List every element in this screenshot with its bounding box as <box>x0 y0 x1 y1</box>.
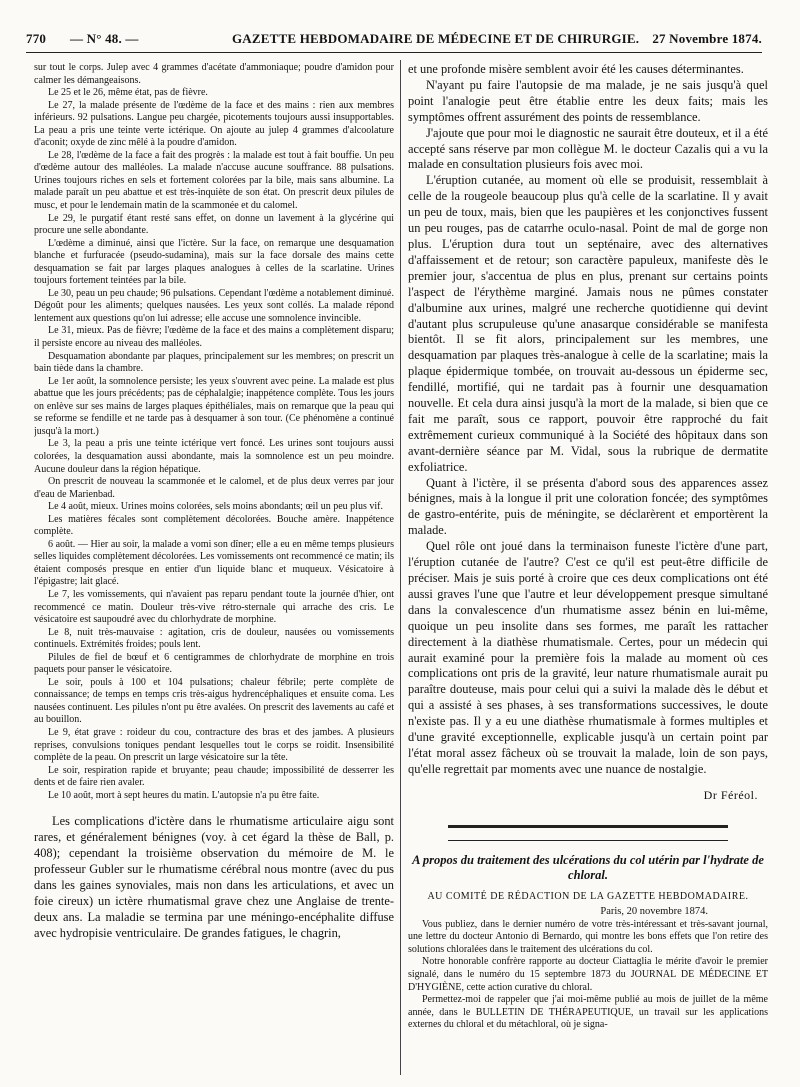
case-note: Desquamation abondante par plaques, principalement sur les membres; on prescrit un bain tiède dans la chambre. <box>34 350 394 375</box>
commentary-paragraph: N'ayant pu faire l'autopsie de ma malade, je ne sais jusqu'à quel point l'analogie peut être établie entre les deux faits; mais les symptômes offrent assurément des points de ressemblance. <box>408 77 768 124</box>
case-note: Le 7, les vomissements, qui n'avaient pas reparu pendant toute la journée d'hier, ont recommencé ce matin. Douleur très-vive rétro-sternale qui arrache des cris. Le vésicatoire est saupoudré avec du chlorhydrate de morphine. <box>34 588 394 626</box>
case-notes <box>34 62 394 802</box>
case-note: Le 30, peau un peu chaude; 96 pulsations. Cependant l'œdème a notablement diminué. Dégoût pour les aliments; quelques nausées. Les yeux sont collés. La malade répond lentement aux questions qu'on lui adresse; elle accuse une somnolence invincible. <box>34 287 394 324</box>
author-signature: Dr Féréol. <box>703 787 758 802</box>
article-paragraph: Vous publiez, dans le dernier numéro de votre très-intéressant et très-savant journal, une lettre du docteur Antonio di Bernardo, qui montre les bons effets que l'on retire des solutions chloralées dans le traitement des ulcérations du col. <box>408 918 768 955</box>
left-column <box>34 62 394 1077</box>
header-rule <box>26 52 762 53</box>
case-note: Pilules de fiel de bœuf et 6 centigrammes de chlorhydrate de morphine en trois paquets pour panser le vésicatoire. <box>34 651 394 676</box>
case-note: Le 31, mieux. Pas de fièvre; l'œdème de la face et des mains a complètement disparu; il persiste encore au niveau des malléoles. <box>34 325 394 350</box>
case-note: L'œdème a diminué, ainsi que l'ictère. Sur la face, on remarque une desquamation blanche et furfuracée (pseudo-sudamina), mais sur la face dorsale des mains cette desquamation se fait par larges plaques analogues à celles de la scarlatine. Urines toujours fortement teintées par la bile. <box>34 237 394 287</box>
article-dateline: Paris, 20 novembre 1874. <box>600 905 708 917</box>
commentary-paragraph: Les complications d'ictère dans le rhumatisme articulaire aigu sont rares, et généralement bénignes (voy. à cet égard la thèse de Ball, p. 408); cependant la troisième observation du mémoire de M. le professeur Gubler sur le rhumatisme cérébral nous montre (avec du pus dans les gaines synoviales, mais non dans les articulations, et avec un foie cireux) un ictère rhumatismal grave chez une Anglaise de trente-deux ans. La maladie se termina par une méningo-encéphalite diffuse avec hydropisie ventriculaire. De grandes fatigues, le chagrin, <box>34 814 394 940</box>
issue-number: — N° 48. — <box>70 31 139 46</box>
issue-date: 27 Novembre 1874. <box>652 31 762 46</box>
commentary-paragraph: Quel rôle ont joué dans la terminaison funeste l'ictère d'une part, l'éruption cutanée de l'autre? C'est ce qu'il est peut-être difficile de préciser. Mais je suis porté à croire que ces deux complications ont été aussi graves l'une que l'autre et leur développement presque simultané dans la convalescence d'un rhumatisme assez bénin en lui-même, quoique un peu insolite dans ses formes, me paraît les rattacher directement à la diathèse rhumatismale. Certes, pour un médecin qui aurait examiné pour la première fois la malade au moment où ces complications ont pris de la gravité, leur nature rhumatismale aurait pu paraître douteuse, mais pour celui qui a suivi la malade dès le début et qui a assisté à ses phases, à ses transformations successives, le doute n'existe pas. Il y a eu une diathèse rhumatismale à formes multiples et d'une gravité exceptionnelle, explicable jusqu'à un certain point par l'état moral assez fâcheux où se trouvait la malade, loin de son pays, qu'elle regrettait par moments avec une nuance de nostalgie. <box>408 539 768 776</box>
section-separator-thin <box>448 840 728 841</box>
commentary <box>34 814 394 941</box>
case-note: Le 29, le purgatif étant resté sans effet, on donne un lavement à la glycérine qui procure une selle abondante. <box>34 212 394 237</box>
case-note: Les matières fécales sont complètement décolorées. Bouche amère. Inappétence complète. <box>34 513 394 538</box>
commentary-paragraph: L'éruption cutanée, au moment où elle se produisit, ressemblait à celle de la rougeole beaucoup plus qu'à celle de la scarlatine. Il y avait un peu de toux, mais, bien que les paupières et les conjonctives fussent un peu rouges, pas de catarrhe oculo-nasal. Point de mal de gorge non plus. L'éruption dura tout un septénaire, avec des alternatives d'affaissement et de retour; son caractère papuleux, manifeste dès le premier jour, s'accentua de plus en plus, prenant sur certains points l'aspect de l'érythème marginé. Jamais nous ne pûmes constater d'albumine aux urines, malgré une recherche quotidienne qui devint d'autant plus scrupuleuse qu'une anasarque considérable se manifesta bientôt. Il se fit alors, principalement sur les membres, une desquamation par plaques très-analogue à celle de la scarlatine; mais la plaque épidermique tombée, on trouvait au-dessous un épiderme sec, fendillé, mortifié, qui ne tardait pas à fournir une desquamation nouvelle. Et cela dura ainsi jusqu'à la mort de la malade, si bien que ce fait me paraît, sous ce rapport, pouvoir être rapproché du fait extrêmement curieux communiqué à la Société des hôpitaux dans son avant-dernière séance par M. Vidal, sous la rubrique de dermatite exfoliatrice. <box>408 173 768 474</box>
page-number: 770 <box>26 31 47 46</box>
case-note: Le soir, pouls à 100 et 104 pulsations; chaleur fébrile; perte complète de connaissance; de temps en temps cris très-aigus hydrencéphaliques et ensuite coma. Les nausées continuent. Les pilules n'ont pu être avalées. On prescrit des lavements au café et au bouillon. <box>34 676 394 726</box>
case-note: sur tout le corps. Julep avec 4 grammes d'acétate d'ammoniaque; poudre d'amidon pour calmer les démangeaisons. <box>34 62 394 86</box>
commentary-paragraph: Quant à l'ictère, il se présenta d'abord sous des apparences assez bénignes, mais à la longue il prit une coloration foncée; des symptômes de gastro-entérite, puis de méningite, se déclarèrent et emportèrent la malade. <box>408 475 768 538</box>
case-note: 6 août. — Hier au soir, la malade a vomi son dîner; elle a eu en même temps plusieurs selles liquides complètement décolorées. Les vomissements ont recommencé ce matin; ils étaient composés presque en entier d'un liquide blanc et muqueux. Vésicatoire à l'épigastre; lait glacé. <box>34 538 394 588</box>
case-note: Le 4 août, mieux. Urines moins colorées, sels moins abondants; œil un peu plus vif. <box>48 501 383 513</box>
case-note: Le 3, la peau a pris une teinte ictérique vert foncé. Les urines sont toujours aussi colorées, la desquamation aussi abondante, mais la somnolence est un peu moindre. Aucune douleur dans la région hépatique. <box>34 438 394 475</box>
article-paragraph: Permettez-moi de rappeler que j'ai moi-même publié au mois de juillet de la même année, dans le BULLETIN DE THÉRAPEUTIQUE, un travail sur les applications externes du chloral et du métachloral, où je signa- <box>408 994 768 1031</box>
case-note: Le 8, nuit très-mauvaise : agitation, cris de douleur, nausées ou vomissements continuels. Extrémités froides; pouls lent. <box>34 626 394 651</box>
commentary-continued <box>408 62 768 778</box>
case-note: Le 1er août, la somnolence persiste; les yeux s'ouvrent avec peine. La malade est plus abattue que les jours précédents; pas de céphalalgie; inappétence complète. Tous les jours on enlève sur ses mains de larges plaques épithéliales, mais on remarque que la peau qui se reforme se fendille et ne tarde pas à desquamer à son tour. (Ce phénomène a continué jusqu'à la mort.) <box>34 375 394 437</box>
article-addressee: AU COMITÉ DE RÉDACTION DE LA GAZETTE HEBDOMADAIRE. <box>427 890 749 902</box>
journal-title: GAZETTE HEBDOMADAIRE DE MÉDECINE ET DE CHIRURGIE. <box>232 31 640 46</box>
case-note: Le 9, état grave : roideur du cou, contracture des bras et des jambes. A plusieurs reprises, convulsions toniques pendant lesquelles tout le corps se roidit. Insensibilité complète de la peau. On prescrit un large vésicatoire sur la tête. <box>34 726 394 764</box>
commentary-paragraph: J'ajoute que pour moi le diagnostic ne saurait être douteux, et il a été accepté sans réserve par mon collègue M. le docteur Cazalis qui a vu la malade en consultation plusieurs fois avec moi. <box>408 125 768 172</box>
column-divider <box>400 60 401 1075</box>
case-note: Le 27, la malade présente de l'œdème de la face et des mains : rien aux membres inférieurs. 92 pulsations. Langue peu chargée, picotements toujours aussi insupportables. La peau a pris une teinte verte ictérique. On ajoute au julep 4 grammes d'alcoolature d'aconit; oxyde de zinc mêlé à la poudre d'amidon. <box>34 99 394 149</box>
case-note: On prescrit de nouveau la scammonée et le calomel, et de plus deux verres par jour d'eau de Marienbad. <box>34 476 394 500</box>
article-title: A propos du traitement des ulcérations du col utérin par l'hydrate de chloral. <box>412 852 764 882</box>
case-note: Le soir, respiration rapide et bruyante; peau chaude; impossibilité de desserrer les dents et de faire rien avaler. <box>34 764 394 789</box>
case-note: Le 28, l'œdème de la face a fait des progrès : la malade est tout à fait bouffie. Un peu d'œdème autour des malléoles. La malade n'accuse aucune souffrance. 88 pulsations. Urines toujours riches en sels et fortement colorées par la bile, mais sans albumine. La malade paraît un peu abattue et est très-inquiète de son état. On prescrit deux pilules de musc, et pour le lendemain matin de la scammonée et du calomel. <box>34 149 394 212</box>
case-note: Le 25 et le 26, même état, pas de fièvre. <box>48 87 208 99</box>
commentary-paragraph: et une profonde misère semblent avoir été les causes déterminantes. <box>408 62 744 76</box>
article-body <box>408 919 768 1032</box>
section-separator <box>448 825 728 828</box>
right-column <box>408 62 768 1077</box>
page-header <box>26 28 762 48</box>
case-note: Le 10 août, mort à sept heures du matin. L'autopsie n'a pu être faite. <box>48 789 320 801</box>
article-paragraph: Notre honorable confrère rapporte au docteur Ciattaglia le mérite d'avoir le premier signalé, dans le numéro du 15 septembre 1873 du JOURNAL DE MÉDECINE ET D'HYGIÈNE, cette action curative du chloral. <box>408 956 768 993</box>
